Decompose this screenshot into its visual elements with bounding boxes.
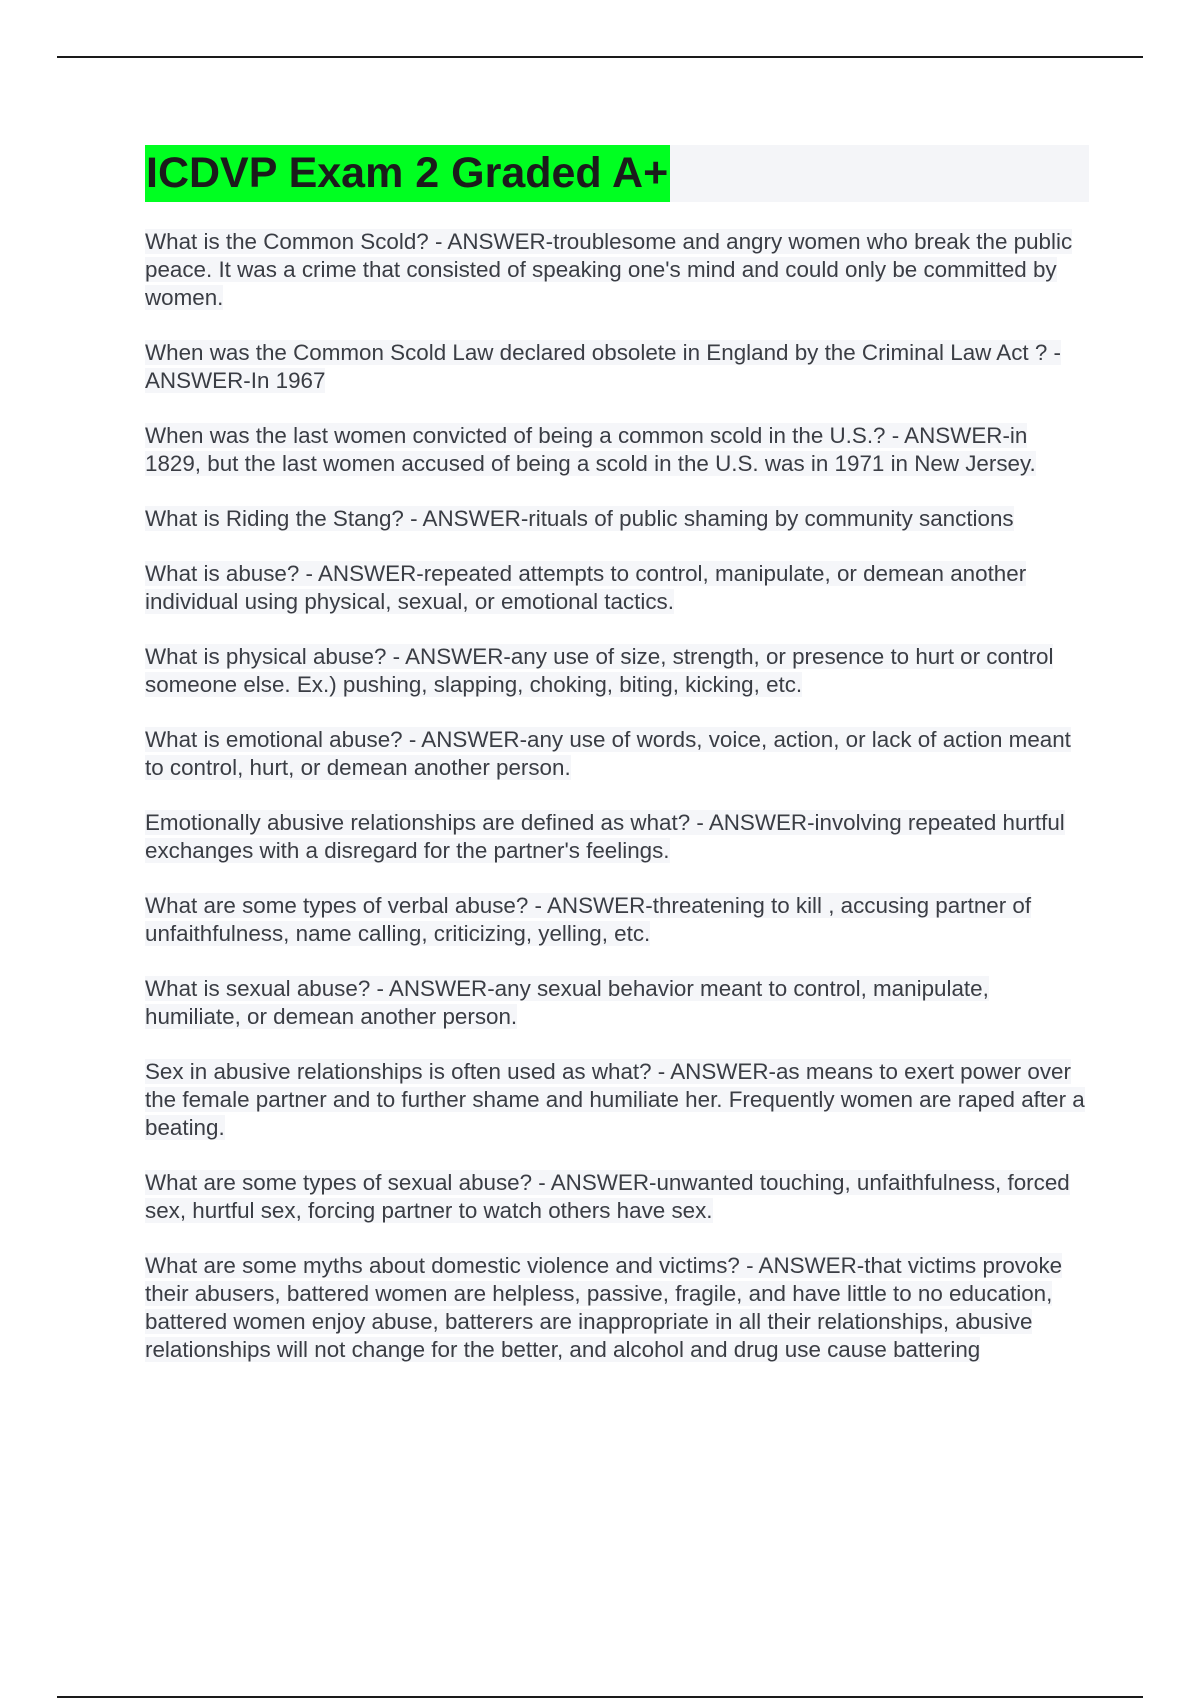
qa-item: What are some myths about domestic violence and victims? - ANSWER-that victims provoke their abusers, battered women are helpless, passive, fragile, and have little to no education, battered women enjoy abuse, batterers are inappropriate in all their relationships, abusive relationships will not change for the better, and alcohol and drug use cause battering [145,1253,1063,1362]
qa-item: Sex in abusive relationships is often used as what? - ANSWER-as means to exert power over the female partner and to further shame and humiliate her. Frequently women are raped after a beating. [145,1059,1085,1140]
qa-item: What is abuse? - ANSWER-repeated attempts to control, manipulate, or demean another individual using physical, sexual, or emotional tactics. [145,561,1027,614]
qa-item: What is sexual abuse? - ANSWER-any sexual behavior meant to control, manipulate, humiliate, or demean another person. [145,976,989,1029]
footer-rule [57,1696,1143,1698]
qa-item: What is the Common Scold? - ANSWER-troublesome and angry women who break the public peace. It was a crime that consisted of speaking one's mind and could only be committed by women. [145,229,1073,310]
qa-item: What are some types of verbal abuse? - ANSWER-threatening to kill , accusing partner of unfaithfulness, name calling, criticizing, yelling, etc. [145,893,1032,946]
title-bar [145,145,1089,202]
qa-item: What is Riding the Stang? - ANSWER-rituals of public shaming by community sanctions [145,506,1014,531]
header-rule [57,56,1143,58]
qa-item: When was the Common Scold Law declared obsolete in England by the Criminal Law Act ? - ANSWER-In 1967 [145,340,1062,393]
document-title: ICDVP Exam 2 Graded A+ [145,145,670,202]
qa-item: What is emotional abuse? - ANSWER-any use of words, voice, action, or lack of action meant to control, hurt, or demean another person. [145,727,1071,780]
qa-item: When was the last women convicted of being a common scold in the U.S.? - ANSWER-in 1829, but the last women accused of being a scold in the U.S. was in 1971 in New Jersey. [145,423,1036,476]
qa-item: What are some types of sexual abuse? - ANSWER-unwanted touching, unfaithfulness, forced sex, hurtful sex, forcing partner to watch others have sex. [145,1170,1070,1223]
document-body [145,145,1089,1391]
qa-item: Emotionally abusive relationships are defined as what? - ANSWER-involving repeated hurtful exchanges with a disregard for the partner's feelings. [145,810,1065,863]
qa-item: What is physical abuse? - ANSWER-any use of size, strength, or presence to hurt or control someone else. Ex.) pushing, slapping, choking, biting, kicking, etc. [145,644,1054,697]
